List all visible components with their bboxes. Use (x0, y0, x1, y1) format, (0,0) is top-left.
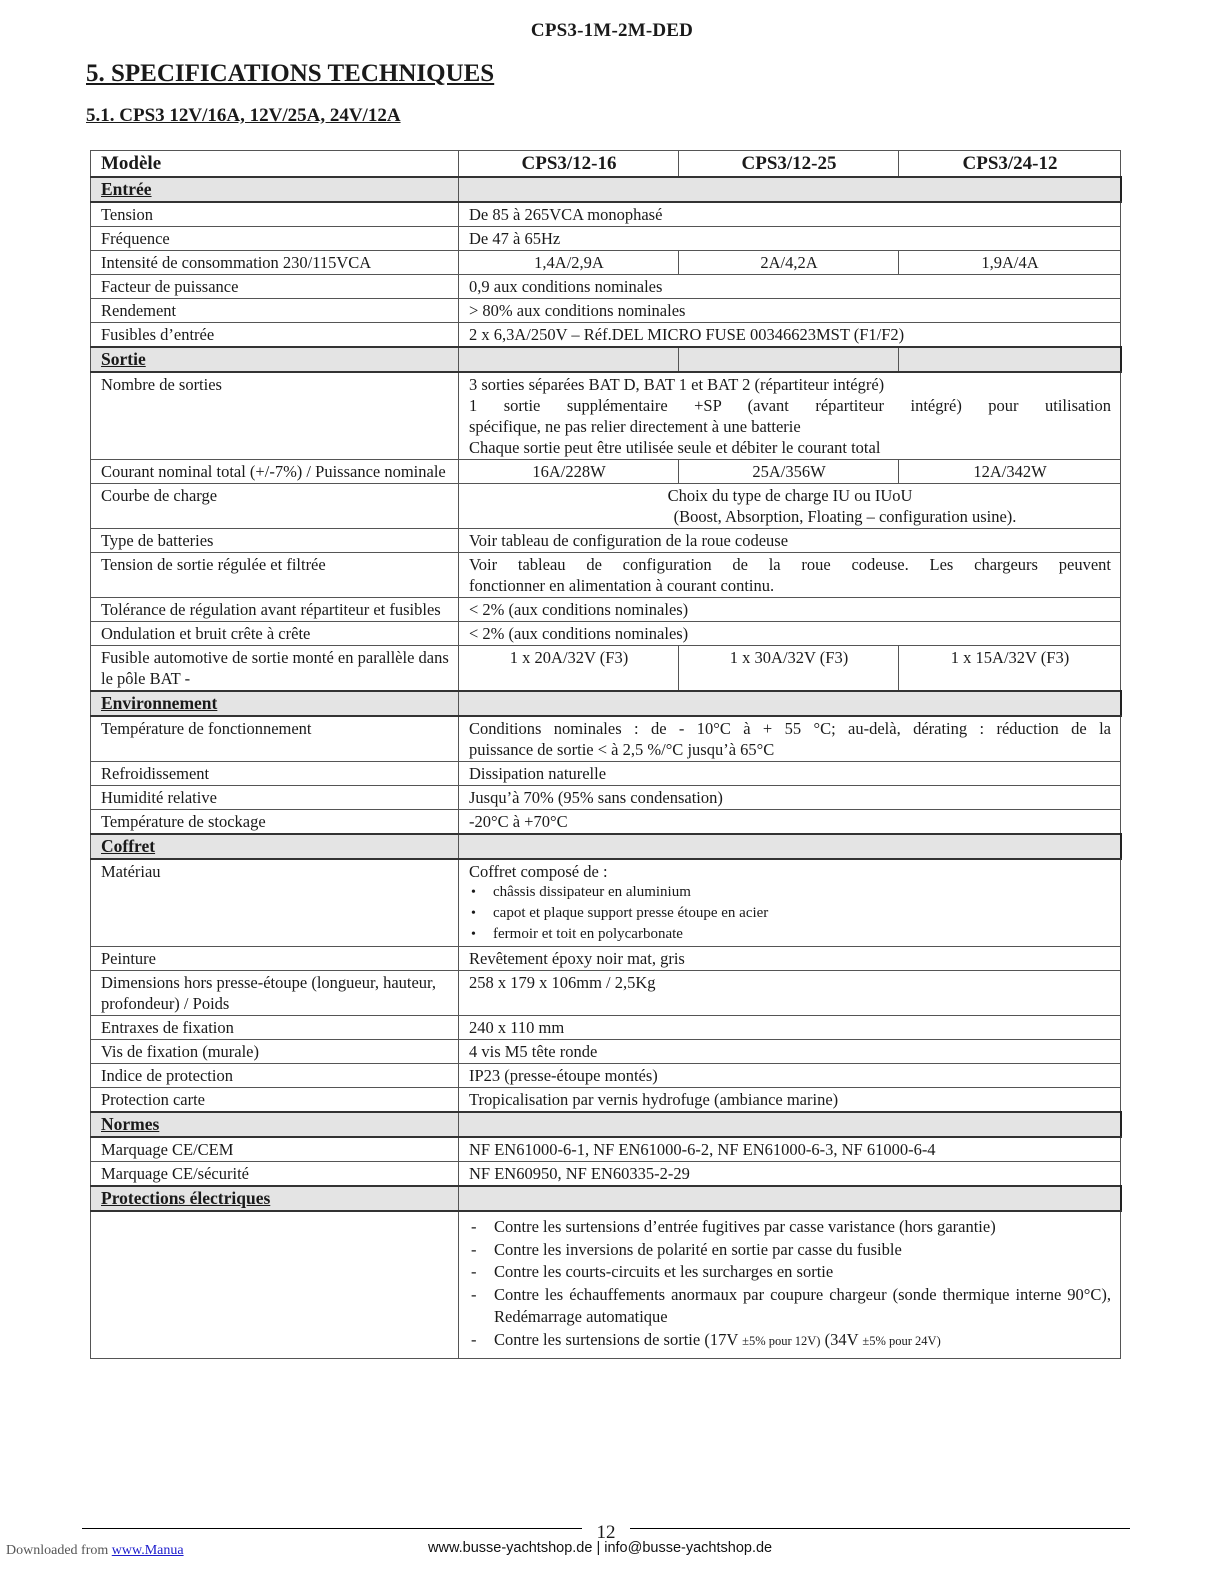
protections-list (469, 1216, 1111, 1352)
subsection-title: 5.1. CPS3 12V/16A, 12V/25A, 24V/12A (86, 105, 401, 126)
row-value: 12A/342W (899, 460, 1121, 484)
row-label: Type de batteries (91, 529, 459, 553)
downloaded-prefix: Downloaded from (6, 1543, 109, 1558)
row-label: Dimensions hors presse-étoupe (longueur, hauteur, profondeur) / Poids (91, 971, 459, 1016)
row-label: Marquage CE/sécurité (91, 1162, 459, 1187)
row-value: Dissipation naturelle (459, 762, 1121, 786)
document-header: CPS3-1M-2M-DED (530, 20, 694, 41)
row-label: Matériau (91, 859, 459, 947)
row-label: Humidité relative (91, 786, 459, 810)
section-fill (459, 1112, 1121, 1137)
section-row-normes (91, 1112, 1121, 1137)
footer-rule-right (630, 1528, 1130, 1529)
table-row (91, 859, 1121, 947)
value-line: puissance de sortie < à 2,5 %/°C jusqu’à 65°C (469, 740, 775, 759)
section-fill (899, 347, 1121, 372)
table-row (91, 1064, 1121, 1088)
row-label: Peinture (91, 947, 459, 971)
value-line: fonctionner en alimentation à courant continu. (469, 576, 775, 595)
section-label: Environnement (91, 691, 459, 716)
row-label: Tension (91, 202, 459, 227)
footer-site[interactable]: www.busse-yachtshop.de | info@busse-yachtshop.de (428, 1540, 773, 1556)
table-row (91, 1088, 1121, 1113)
table-row (91, 716, 1121, 762)
row-value: NF EN61000-6-1, NF EN61000-6-2, NF EN61000-6-3, NF 61000-6-4 (459, 1137, 1121, 1162)
row-value: < 2% (aux conditions nominales) (459, 598, 1121, 622)
material-list (469, 882, 1111, 945)
list-item: - Contre les échauffements anormaux par coupure chargeur (sonde thermique interne 90°C), Redémarrage automatique (469, 1284, 1111, 1329)
row-value (459, 553, 1121, 598)
section-row-entree (91, 177, 1121, 202)
row-label: Vis de fixation (murale) (91, 1040, 459, 1064)
row-label: Courbe de charge (91, 484, 459, 529)
value-line: Coffret composé de : (469, 862, 608, 881)
list-item-text: Contre les surtensions de sortie (17V (494, 1329, 738, 1349)
value-line: Conditions nominales : de - 10°C à + 55 °C; au-delà, dérating : réduction de la (469, 719, 1111, 738)
row-value: 16A/228W (459, 460, 679, 484)
row-value: 25A/356W (679, 460, 899, 484)
row-label: Protection carte (91, 1088, 459, 1113)
row-value: 1,9A/4A (899, 251, 1121, 275)
row-value: 240 x 110 mm (459, 1016, 1121, 1040)
table-row (91, 323, 1121, 348)
table-row (91, 810, 1121, 835)
row-value: > 80% aux conditions nominales (459, 299, 1121, 323)
model-header: CPS3/24-12 (899, 151, 1121, 178)
list-item (469, 1329, 1111, 1353)
row-label: Indice de protection (91, 1064, 459, 1088)
section-label: Normes (91, 1112, 459, 1137)
table-row (91, 227, 1121, 251)
row-value: 1 x 30A/32V (F3) (679, 646, 899, 692)
table-row (91, 1137, 1121, 1162)
value-line: (Boost, Absorption, Floating – configuration usine). (673, 507, 1017, 526)
table-row (91, 553, 1121, 598)
row-value: 1 x 15A/32V (F3) (899, 646, 1121, 692)
row-value: De 85 à 265VCA monophasé (459, 202, 1121, 227)
row-value: 1,4A/2,9A (459, 251, 679, 275)
value-line: 3 sorties séparées BAT D, BAT 1 et BAT 2 (répartiteur intégré) (469, 375, 885, 394)
table-row (91, 372, 1121, 460)
table-row (91, 971, 1121, 1016)
row-value: < 2% (aux conditions nominales) (459, 622, 1121, 646)
value-line: spécifique, ne pas relier directement à une batterie (469, 417, 801, 436)
row-value (459, 484, 1121, 529)
row-label: Tension de sortie régulée et filtrée (91, 553, 459, 598)
row-label: Température de fonctionnement (91, 716, 459, 762)
section-title: 5. SPECIFICATIONS TECHNIQUES (86, 60, 495, 87)
table-row (91, 484, 1121, 529)
row-label: Rendement (91, 299, 459, 323)
row-value (459, 716, 1121, 762)
section-row-environnement (91, 691, 1121, 716)
list-item-text: (34V (824, 1329, 859, 1349)
section-label: Protections électriques (91, 1186, 459, 1211)
section-label: Entrée (91, 177, 459, 202)
row-value: Revêtement époxy noir mat, gris (459, 947, 1121, 971)
row-value (459, 372, 1121, 460)
table-row (91, 762, 1121, 786)
table-row (91, 947, 1121, 971)
row-label: Intensité de consommation 230/115VCA (91, 251, 459, 275)
row-label: Courant nominal total (+/-7%) / Puissance nominale (91, 460, 459, 484)
table-row (91, 786, 1121, 810)
row-value: 0,9 aux conditions nominales (459, 275, 1121, 299)
downloaded-from (6, 1543, 242, 1559)
model-header-label: Modèle (91, 151, 459, 178)
value-line: 1 sortie supplémentaire +SP (avant répartiteur intégré) pour utilisation (469, 396, 1111, 415)
row-value: 1 x 20A/32V (F3) (459, 646, 679, 692)
row-value: 4 vis M5 tête ronde (459, 1040, 1121, 1064)
row-label: Facteur de puissance (91, 275, 459, 299)
table-row (91, 646, 1121, 692)
downloaded-link[interactable]: www.Manua (111, 1543, 184, 1558)
row-label: Nombre de sorties (91, 372, 459, 460)
row-value: Tropicalisation par vernis hydrofuge (ambiance marine) (459, 1088, 1121, 1113)
value-line: Chaque sortie peut être utilisée seule et débiter le courant total (469, 438, 881, 457)
section-row-sortie (91, 347, 1121, 372)
list-item: • capot et plaque support presse étoupe en acier (469, 903, 1111, 924)
table-row (91, 1016, 1121, 1040)
section-fill (459, 691, 1121, 716)
table-row (91, 299, 1121, 323)
row-label: Fréquence (91, 227, 459, 251)
table-row (91, 1162, 1121, 1187)
section-label: Coffret (91, 834, 459, 859)
section-row-coffret (91, 834, 1121, 859)
row-label: Marquage CE/CEM (91, 1137, 459, 1162)
section-fill (679, 347, 899, 372)
row-value: -20°C à +70°C (459, 810, 1121, 835)
page-number: 12 (596, 1522, 616, 1543)
row-label: Fusible automotive de sortie monté en parallèle dans le pôle BAT - (91, 646, 459, 692)
spec-table (90, 150, 1122, 1359)
list-item: • châssis dissipateur en aluminium (469, 882, 1111, 903)
list-item: - Contre les courts-circuits et les surcharges en sortie (469, 1261, 1111, 1284)
row-label: Tolérance de régulation avant répartiteur et fusibles (91, 598, 459, 622)
row-value (459, 1211, 1121, 1359)
row-value: IP23 (presse-étoupe montés) (459, 1064, 1121, 1088)
table-row (91, 251, 1121, 275)
row-label-empty (91, 1211, 459, 1359)
table-row (91, 275, 1121, 299)
row-value: 2A/4,2A (679, 251, 899, 275)
row-value: NF EN60950, NF EN60335-2-29 (459, 1162, 1121, 1187)
section-fill (459, 347, 679, 372)
value-line: Choix du type de charge IU ou IUoU (667, 486, 913, 505)
list-item: - Contre les surtensions d’entrée fugitives par casse varistance (hors garantie) (469, 1216, 1111, 1239)
row-label: Entraxes de fixation (91, 1016, 459, 1040)
table-row (91, 529, 1121, 553)
row-value: 2 x 6,3A/250V – Réf.DEL MICRO FUSE 00346623MST (F1/F2) (459, 323, 1121, 348)
tolerance-24v: ±5% pour 24V) (862, 1333, 941, 1348)
section-row-protections (91, 1186, 1121, 1211)
row-value: De 47 à 65Hz (459, 227, 1121, 251)
row-value: 258 x 179 x 106mm / 2,5Kg (459, 971, 1121, 1016)
section-fill (459, 177, 1121, 202)
row-label: Ondulation et bruit crête à crête (91, 622, 459, 646)
table-row (91, 460, 1121, 484)
row-label: Refroidissement (91, 762, 459, 786)
table-row (91, 622, 1121, 646)
list-item: • fermoir et toit en polycarbonate (469, 924, 1111, 945)
row-label: Fusibles d’entrée (91, 323, 459, 348)
table-row (91, 598, 1121, 622)
row-label: Température de stockage (91, 810, 459, 835)
table-row (91, 1040, 1121, 1064)
model-header: CPS3/12-16 (459, 151, 679, 178)
section-fill (459, 834, 1121, 859)
table-row (91, 1211, 1121, 1359)
row-value: Jusqu’à 70% (95% sans condensation) (459, 786, 1121, 810)
value-line: Voir tableau de configuration de la roue codeuse. Les chargeurs peuvent (469, 555, 1111, 574)
row-value (459, 859, 1121, 947)
model-header: CPS3/12-25 (679, 151, 899, 178)
tolerance-12v: ±5% pour 12V) (742, 1333, 821, 1348)
table-header-row (91, 151, 1121, 178)
row-value: Voir tableau de configuration de la roue codeuse (459, 529, 1121, 553)
table-row (91, 202, 1121, 227)
section-fill (459, 1186, 1121, 1211)
list-item: - Contre les inversions de polarité en sortie par casse du fusible (469, 1239, 1111, 1262)
section-label: Sortie (91, 347, 459, 372)
